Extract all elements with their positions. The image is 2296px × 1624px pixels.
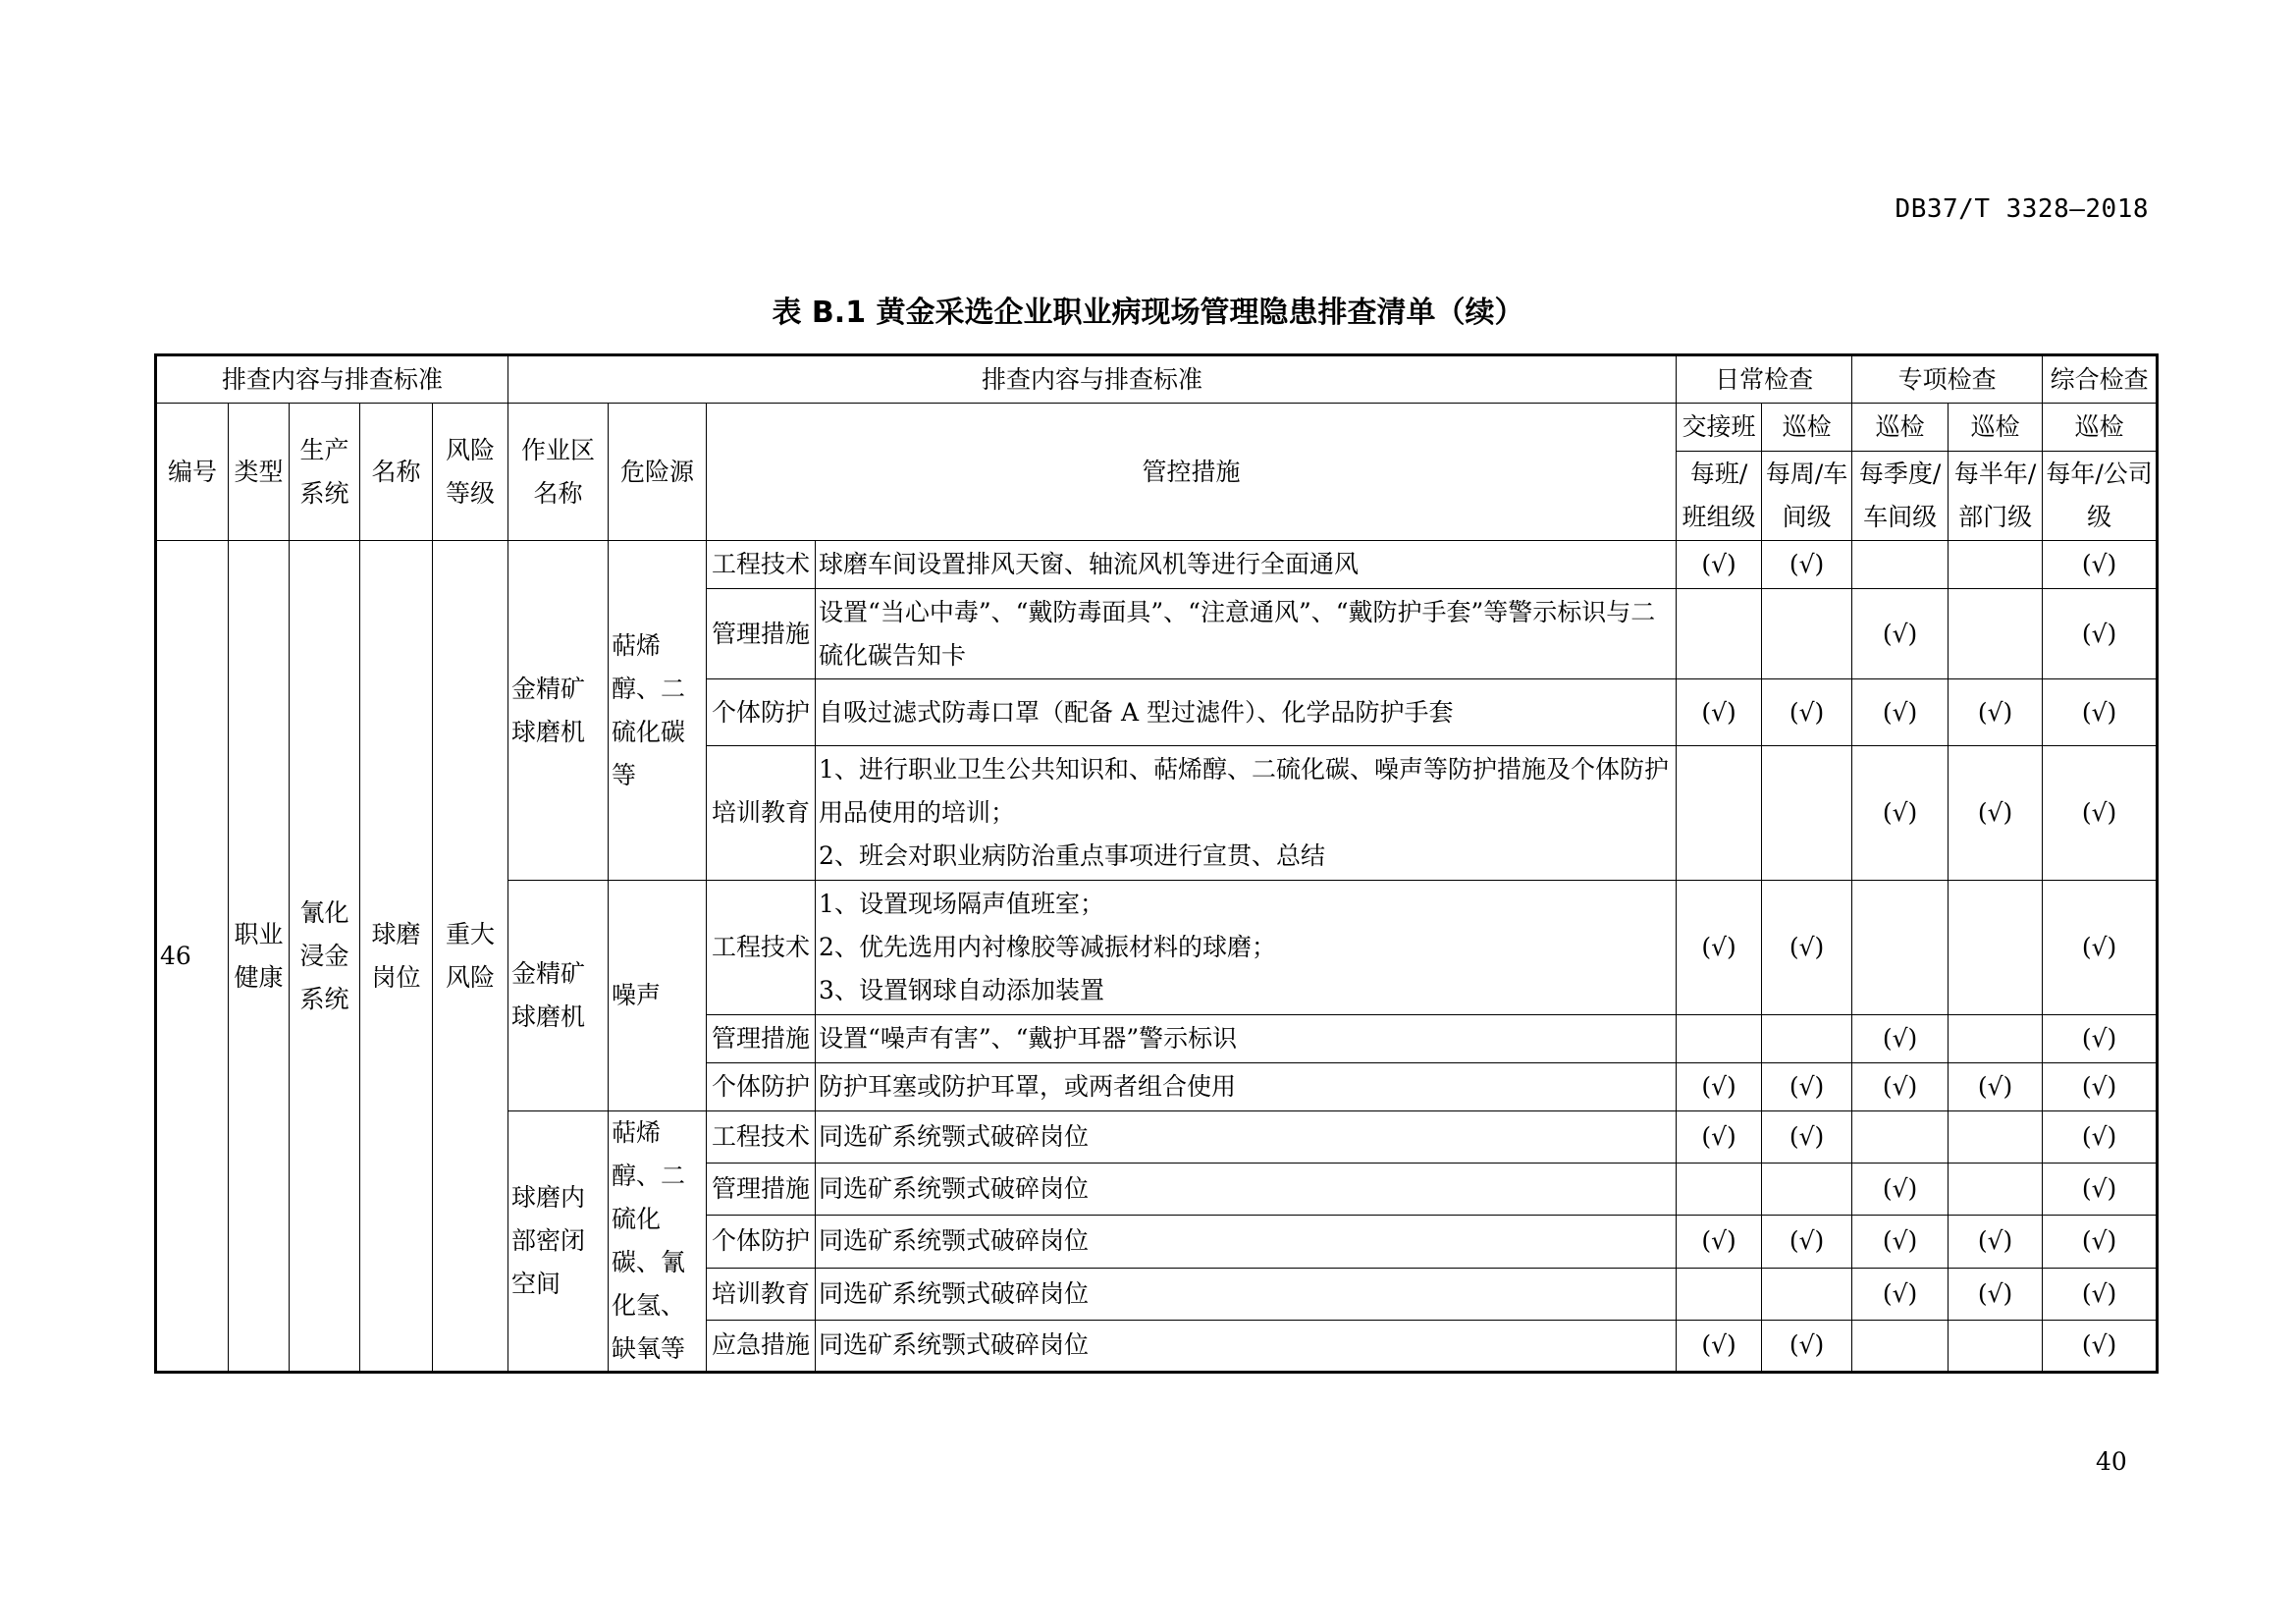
sub-patrol-header-1: 巡检 [1762, 404, 1852, 452]
col-id-header: 编号 [156, 404, 229, 541]
measure-cell: 设置“当心中毒”、“戴防毒面具”、“注意通风”、“戴防护手套”等警示标识与二硫化碳告知卡 [816, 589, 1677, 679]
check-cell: (√) [1852, 679, 1949, 746]
check-cell: (√) [1852, 589, 1949, 679]
measure-line: 2、班会对职业病防治重点事项进行宣贯、总结 [819, 841, 1325, 870]
check-cell [1949, 1320, 2043, 1372]
check-cell [1762, 1164, 1852, 1216]
item-system-cell: 氰化浸金系统 [290, 541, 360, 1373]
check-cell: (√) [2043, 541, 2158, 589]
check-cell: (√) [2043, 679, 2158, 746]
measure-line: 1、设置现场隔声值班室； [819, 890, 1104, 918]
check-cell [1949, 1015, 2043, 1063]
category-cell: 工程技术 [707, 881, 816, 1015]
check-cell [1677, 1015, 1762, 1063]
check-cell [1852, 541, 1949, 589]
measure-line: 3、设置钢球自动添加装置 [819, 976, 1104, 1004]
check-cell: (√) [1852, 1268, 1949, 1320]
check-cell: (√) [1852, 746, 1949, 881]
check-cell: (√) [1852, 1015, 1949, 1063]
check-cell: (√) [1677, 679, 1762, 746]
page-number: 40 [2096, 1447, 2127, 1476]
area-cell-2: 金精矿球磨机 [508, 881, 609, 1111]
sub-handover-header: 交接班 [1677, 404, 1762, 452]
check-cell: (√) [1762, 541, 1852, 589]
check-cell: (√) [1949, 1063, 2043, 1111]
category-cell: 培训教育 [707, 746, 816, 881]
col-area-header: 作业区名称 [508, 404, 609, 541]
check-cell: (√) [1852, 1063, 1949, 1111]
check-cell: (√) [1677, 881, 1762, 1015]
freq-header-4: 每半年/部门级 [1949, 452, 2043, 541]
check-cell: (√) [1949, 1216, 2043, 1268]
inspection-table [154, 353, 2159, 1374]
measure-cell: 同选矿系统颚式破碎岗位 [816, 1268, 1677, 1320]
category-cell: 个体防护 [707, 1063, 816, 1111]
category-cell: 工程技术 [707, 541, 816, 589]
header-row-groups [156, 355, 2158, 404]
freq-header-1: 每班/班组级 [1677, 452, 1762, 541]
measure-cell [816, 746, 1677, 881]
check-cell [1949, 1164, 2043, 1216]
check-cell: (√) [1949, 679, 2043, 746]
table-row [156, 541, 2158, 589]
category-cell: 培训教育 [707, 1268, 816, 1320]
check-cell: (√) [1677, 1063, 1762, 1111]
area-cell-1: 金精矿球磨机 [508, 541, 609, 881]
check-cell [1852, 1111, 1949, 1164]
sub-patrol-header-4: 巡检 [2043, 404, 2158, 452]
check-cell [1852, 881, 1949, 1015]
measure-line: 1、进行职业卫生公共知识和、萜烯醇、二硫化碳、噪声等防护措施及个体防护用品使用的培训； [819, 755, 1669, 827]
check-cell [1677, 589, 1762, 679]
measure-cell: 球磨车间设置排风天窗、轴流风机等进行全面通风 [816, 541, 1677, 589]
freq-header-5: 每年/公司级 [2043, 452, 2158, 541]
check-cell [1677, 1164, 1762, 1216]
group-header-left: 排查内容与排查标准 [156, 355, 508, 404]
col-type-header: 类型 [229, 404, 290, 541]
standard-code: DB37/T 3328—2018 [1895, 194, 2149, 224]
sub-patrol-header-3: 巡检 [1949, 404, 2043, 452]
category-cell: 应急措施 [707, 1320, 816, 1372]
category-cell: 管理措施 [707, 1164, 816, 1216]
check-cell: (√) [2043, 1268, 2158, 1320]
check-cell: (√) [1677, 1216, 1762, 1268]
check-cell [1762, 1268, 1852, 1320]
check-cell: (√) [2043, 881, 2158, 1015]
check-cell: (√) [1949, 746, 2043, 881]
check-cell: (√) [1677, 1320, 1762, 1372]
check-cell: (√) [1852, 1164, 1949, 1216]
col-name-header: 名称 [360, 404, 433, 541]
check-cell: (√) [2043, 746, 2158, 881]
check-cell [1762, 589, 1852, 679]
measure-cell: 自吸过滤式防毒口罩（配备 A 型过滤件）、化学品防护手套 [816, 679, 1677, 746]
measure-cell: 设置“噪声有害”、“戴护耳器”警示标识 [816, 1015, 1677, 1063]
group-header-right: 排查内容与排查标准 [508, 355, 1677, 404]
check-cell: (√) [1762, 1111, 1852, 1164]
check-cell [1852, 1320, 1949, 1372]
header-row-columns [156, 404, 2158, 452]
check-cell: (√) [2043, 589, 2158, 679]
category-cell: 个体防护 [707, 1216, 816, 1268]
freq-header-3: 每季度/车间级 [1852, 452, 1949, 541]
item-type-cell: 职业健康 [229, 541, 290, 1373]
measure-cell: 同选矿系统颚式破碎岗位 [816, 1320, 1677, 1372]
category-cell: 工程技术 [707, 1111, 816, 1164]
measure-line: 2、优先选用内衬橡胶等减振材料的球磨； [819, 933, 1276, 961]
col-measures-header: 管控措施 [707, 404, 1677, 541]
measure-cell: 同选矿系统颚式破碎岗位 [816, 1216, 1677, 1268]
measure-cell: 同选矿系统颚式破碎岗位 [816, 1164, 1677, 1216]
measure-cell: 防护耳塞或防护耳罩，或两者组合使用 [816, 1063, 1677, 1111]
hazard-cell-2: 噪声 [609, 881, 707, 1111]
check-cell: (√) [1762, 1063, 1852, 1111]
check-cell: (√) [1949, 1268, 2043, 1320]
check-cell [1677, 746, 1762, 881]
check-cell: (√) [2043, 1320, 2158, 1372]
category-cell: 个体防护 [707, 679, 816, 746]
check-cell: (√) [1762, 1320, 1852, 1372]
category-cell: 管理措施 [707, 1015, 816, 1063]
check-cell [1949, 541, 2043, 589]
check-cell [1762, 1015, 1852, 1063]
check-cell [1949, 1111, 2043, 1164]
hazard-cell-1: 萜烯醇、二硫化碳等 [609, 541, 707, 881]
check-cell: (√) [2043, 1216, 2158, 1268]
check-cell: (√) [1762, 1216, 1852, 1268]
hazard-cell-3: 萜烯醇、二硫化碳、氰化氢、缺氧等 [609, 1111, 707, 1373]
col-system-header: 生产系统 [290, 404, 360, 541]
item-id-cell: 46 [156, 541, 229, 1373]
check-cell: (√) [2043, 1063, 2158, 1111]
area-cell-3: 球磨内部密闭空间 [508, 1111, 609, 1373]
col-hazard-header: 危险源 [609, 404, 707, 541]
check-cell [1949, 589, 2043, 679]
measure-cell [816, 881, 1677, 1015]
check-cell: (√) [1762, 679, 1852, 746]
check-cell [1762, 746, 1852, 881]
measure-cell: 同选矿系统颚式破碎岗位 [816, 1111, 1677, 1164]
check-cell: (√) [2043, 1015, 2158, 1063]
check-cell: (√) [2043, 1111, 2158, 1164]
special-check-header: 专项检查 [1852, 355, 2043, 404]
item-name-cell: 球磨岗位 [360, 541, 433, 1373]
col-risk-header: 风险等级 [433, 404, 508, 541]
freq-header-2: 每周/车间级 [1762, 452, 1852, 541]
check-cell [1677, 1268, 1762, 1320]
daily-check-header: 日常检查 [1677, 355, 1852, 404]
check-cell: (√) [1852, 1216, 1949, 1268]
check-cell: (√) [1677, 541, 1762, 589]
check-cell: (√) [1677, 1111, 1762, 1164]
check-cell: (√) [1762, 881, 1852, 1015]
check-cell [1949, 881, 2043, 1015]
item-risk-cell: 重大风险 [433, 541, 508, 1373]
table-title: 表 B.1 黄金采选企业职业病现场管理隐患排查清单（续） [772, 296, 1524, 330]
comprehensive-check-header: 综合检查 [2043, 355, 2158, 404]
check-cell: (√) [2043, 1164, 2158, 1216]
category-cell: 管理措施 [707, 589, 816, 679]
sub-patrol-header-2: 巡检 [1852, 404, 1949, 452]
